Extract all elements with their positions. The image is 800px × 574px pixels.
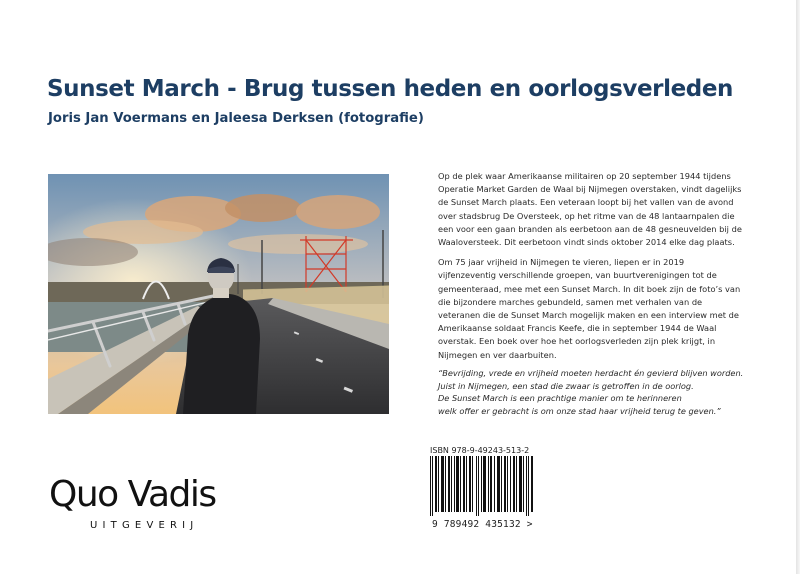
cover-photo-veteran-on-bridge (48, 174, 389, 414)
description-paragraph: Om 75 jaar vrijheid in Nijmegen te vieren, liepen er in 2019 vijfenzeventig verschillende groepen, van buurtverenigingen tot de gemeenteraad, mee met een Sunset March. In dit boek zijn de foto’s van die bijzondere marches gebundeld, samen met verhalen van de veteranen die de Sunset March mogelijk maken en een interview met de Amerikaanse soldaat Francis Keefe, die in september 1944 de Waal overstak. Een boek over hoe het oorlogsverleden zijn plek krijgt, in Nijmegen en ver daarbuiten. (438, 257, 741, 360)
quote-block (438, 367, 748, 417)
barcode-digits: 9 789492 435132 > (432, 519, 533, 530)
book-title: Sunset March - Brug tussen heden en oorlogsverleden (47, 76, 734, 102)
quote-line: “Bevrijding, vrede en vrijheid moeten herdacht én gevierd blijven worden. (438, 368, 744, 378)
page-edge (796, 0, 800, 574)
description-paragraph: Op de plek waar Amerikaanse militairen op 20 september 1944 tijdens Operatie Market Garden de Waal bij Nijmegen overstaken, vindt dagelijks de Sunset March plaats. Een veteraan loopt bij het vallen van de avond over stadsbrug De Oversteek, op het ritme van de 48 lantaarnpalen die een voor een gaan branden als eerbetoon aan de 48 gesneuvelden bij de Waaloversteek. Dit eerbetoon vindt sinds oktober 2014 elke dag plaats. (438, 171, 742, 248)
quote-line: De Sunset March is een prachtige manier om te herinneren (438, 393, 682, 404)
book-authors: Joris Jan Voermans en Jaleesa Derksen (fotografie) (48, 111, 424, 126)
publisher-logo-name: Quo Vadis (49, 474, 216, 515)
barcode-image (430, 456, 533, 516)
isbn-label: ISBN 978-9-49243-513-2 (430, 446, 530, 455)
quote-line: welk offer er gebracht is om onze stad haar vrijheid terug te geven.” (438, 405, 721, 416)
quote-line: Juist in Nijmegen, een stad die zwaar is getroffen in de oorlog. (438, 380, 694, 391)
publisher-logo-tagline: UITGEVERIJ (90, 520, 199, 531)
back-cover-description (438, 170, 743, 369)
